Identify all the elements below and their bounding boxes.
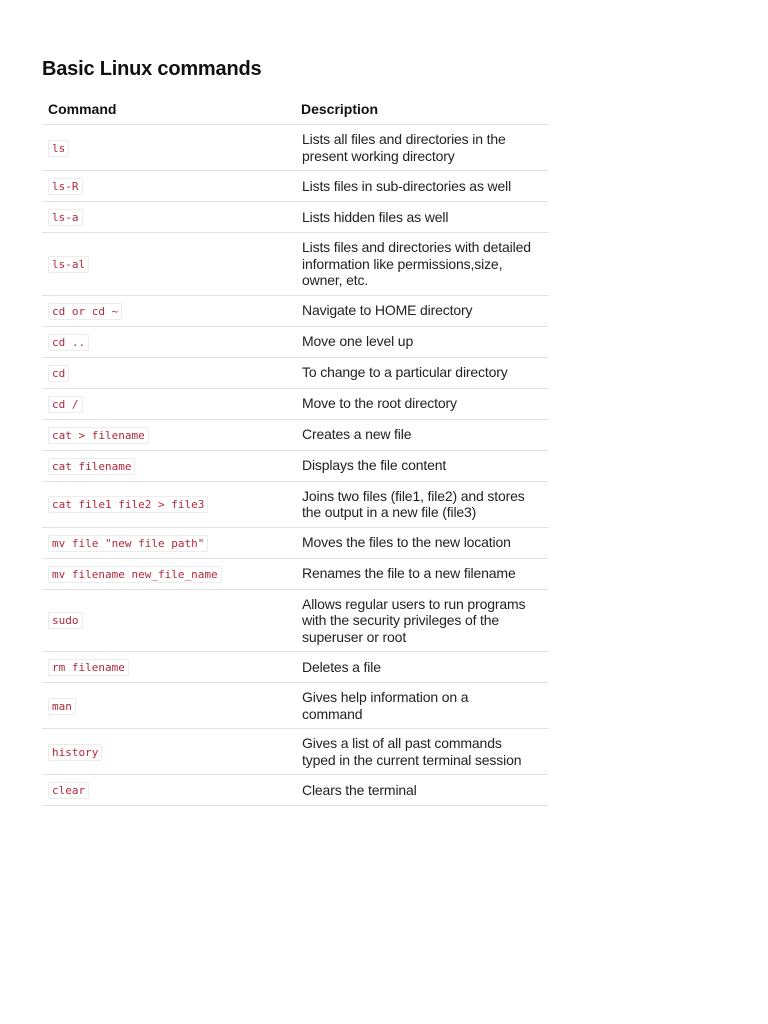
command-cell: [42, 527, 295, 558]
command-code: cd ..: [48, 334, 89, 351]
command-code: ls-R: [48, 178, 83, 195]
description-cell: Deletes a file: [295, 652, 548, 683]
command-code: cd or cd ~: [48, 303, 122, 320]
table-row: [42, 450, 548, 481]
table-row: [42, 233, 548, 296]
description-cell: Renames the file to a new filename: [295, 558, 548, 589]
commands-table: [42, 93, 548, 806]
description-cell: Clears the terminal: [295, 775, 548, 806]
command-code: man: [48, 698, 76, 715]
column-header-command: Command: [42, 93, 295, 125]
table-row: [42, 729, 548, 775]
table-row: [42, 683, 548, 729]
command-cell: [42, 450, 295, 481]
table-row: [42, 419, 548, 450]
description-cell: Move one level up: [295, 326, 548, 357]
command-code: cat > filename: [48, 427, 149, 444]
table-row: [42, 481, 548, 527]
command-cell: [42, 419, 295, 450]
table-row: [42, 652, 548, 683]
table-row: [42, 125, 548, 171]
description-cell: Move to the root directory: [295, 388, 548, 419]
description-cell: Lists all files and directories in the present working directory: [295, 125, 548, 171]
command-cell: [42, 233, 295, 296]
command-cell: [42, 388, 295, 419]
command-cell: [42, 558, 295, 589]
table-row: [42, 326, 548, 357]
description-cell: Joins two files (file1, file2) and stores the output in a new file (file3): [295, 481, 548, 527]
table-row: [42, 295, 548, 326]
command-cell: [42, 729, 295, 775]
command-cell: [42, 295, 295, 326]
table-row: [42, 775, 548, 806]
command-code: cd: [48, 365, 69, 382]
command-code: ls: [48, 140, 69, 157]
page-title: Basic Linux commands: [42, 58, 262, 80]
table-row: [42, 388, 548, 419]
description-cell: Moves the files to the new location: [295, 527, 548, 558]
command-cell: [42, 775, 295, 806]
description-cell: Gives a list of all past commands typed in the current terminal session: [295, 729, 548, 775]
command-cell: [42, 481, 295, 527]
command-code: history: [48, 744, 102, 761]
description-cell: Allows regular users to run programs with the security privileges of the superuser or root: [295, 589, 548, 652]
description-cell: Lists hidden files as well: [295, 202, 548, 233]
description-cell: Displays the file content: [295, 450, 548, 481]
command-code: sudo: [48, 612, 83, 629]
description-cell: Lists files and directories with detailed information like permissions,size, owner, etc.: [295, 233, 548, 296]
column-header-description: Description: [295, 93, 548, 125]
command-code: ls-a: [48, 209, 83, 226]
command-code: rm filename: [48, 659, 129, 676]
command-cell: [42, 652, 295, 683]
command-code: ls-al: [48, 256, 89, 273]
command-code: mv file "new file path": [48, 535, 208, 552]
table-header-row: [42, 93, 548, 125]
command-code: mv filename new_file_name: [48, 566, 222, 583]
description-cell: Creates a new file: [295, 419, 548, 450]
description-cell: Lists files in sub-directories as well: [295, 171, 548, 202]
description-cell: Gives help information on a command: [295, 683, 548, 729]
description-cell: To change to a particular directory: [295, 357, 548, 388]
table-row: [42, 558, 548, 589]
command-cell: [42, 326, 295, 357]
command-cell: [42, 171, 295, 202]
command-code: cat filename: [48, 458, 135, 475]
description-cell: Navigate to HOME directory: [295, 295, 548, 326]
command-code: cat file1 file2 > file3: [48, 496, 208, 513]
command-cell: [42, 202, 295, 233]
command-code: cd /: [48, 396, 83, 413]
table-row: [42, 202, 548, 233]
command-cell: [42, 589, 295, 652]
command-cell: [42, 125, 295, 171]
command-cell: [42, 357, 295, 388]
command-cell: [42, 683, 295, 729]
table-row: [42, 357, 548, 388]
table-row: [42, 527, 548, 558]
table-row: [42, 589, 548, 652]
table-row: [42, 171, 548, 202]
command-code: clear: [48, 782, 89, 799]
